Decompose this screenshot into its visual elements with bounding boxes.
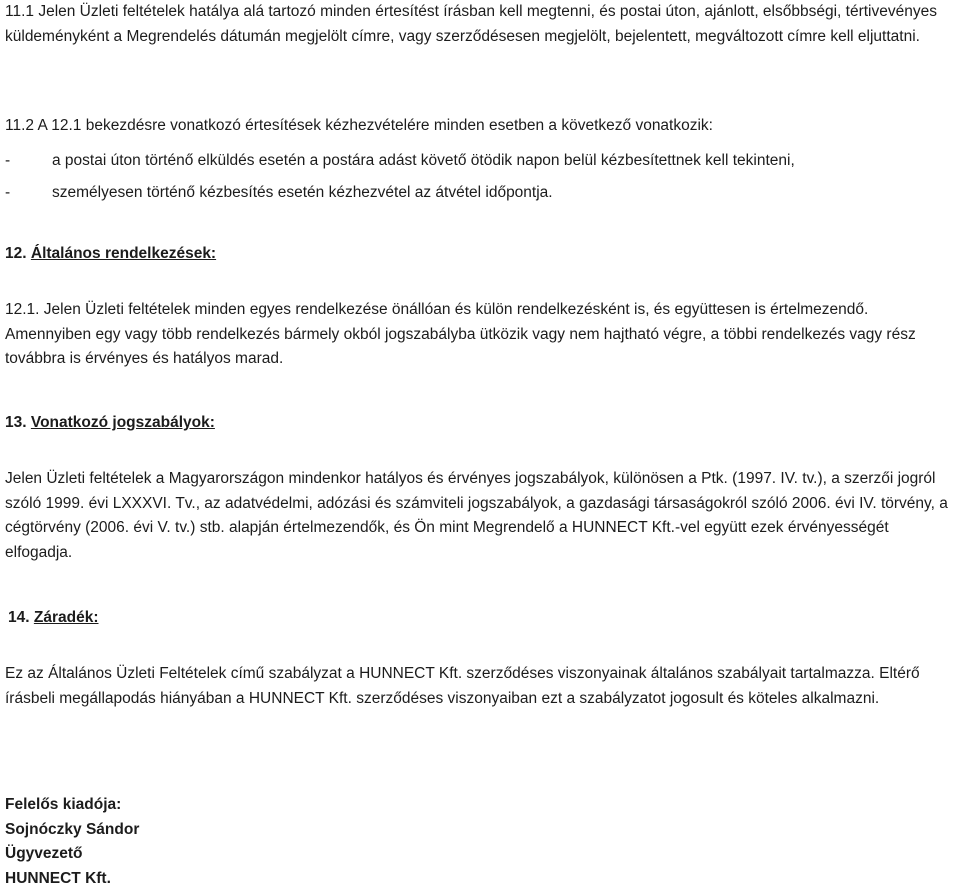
section-11-1 — [5, 0, 957, 49]
bullet-text: a postai úton történő elküldés esetén a postára adást követő ötödik napon belül kézbesítettnek kell tekinteni, — [52, 149, 795, 174]
bullet-text: személyesen történő kézbesítés esetén kézhezvétel az átvétel időpontja. — [52, 181, 553, 206]
publisher-name: Sojnóczky Sándor — [5, 818, 957, 843]
section-12-heading — [5, 242, 957, 267]
bullet-dash: - — [5, 181, 10, 206]
section-14-body — [5, 662, 957, 711]
signature-block — [5, 793, 957, 891]
section-11-2 — [5, 114, 957, 206]
section-title: Vonatkozó jogszabályok: — [31, 414, 215, 431]
paragraph-13: Jelen Üzleti feltételek a Magyarországon mindenkor hatályos és érvényes jogszabályok, különösen a Ptk. (1997. IV. tv.), a szerzői jogról szóló 1999. évi LXXXVI. Tv., az adatvédelmi, adózási és számviteli jogszabályok, a gazdasági társaságokról szóló 2006. évi IV. törvény, a cégtörvény (2006. évi V. tv.) stb. alapján értelmezendők, és Ön mint Megrendelő a HUNNECT Kft.-vel együtt ezek érvényességét elfogadja. — [5, 467, 957, 565]
paragraph-11-1: 11.1 Jelen Üzleti feltételek hatálya alá tartozó minden értesítést írásban kell megtenni, és postai úton, ajánlott, elsőbbségi, tértivevényes küldeményként a Megrendelés dátumán megjelölt címre, vagy szerződésesen megjelölt, bejelentett, megváltozott címre kell eljuttatni. — [5, 0, 957, 49]
section-title: Általános rendelkezések: — [31, 245, 216, 262]
publisher-label: Felelős kiadója: — [5, 793, 957, 818]
section-13-body — [5, 467, 957, 565]
section-number: 14. — [8, 609, 30, 626]
publisher-role: Ügyvezető — [5, 842, 957, 867]
section-14-heading — [8, 606, 960, 631]
section-13-heading — [5, 411, 957, 436]
section-number: 13. — [5, 414, 27, 431]
paragraph-12-1: 12.1. Jelen Üzleti feltételek minden egyes rendelkezése önállóan és külön rendelkezésként is, és együttesen is értelmezendő. Amennyiben egy vagy több rendelkezés bármely okból jogszabályba ütközik vagy nem hajtható végre, a többi rendelkezés vagy rész továbbra is érvényes és hatályos marad. — [5, 298, 957, 372]
paragraph-14: Ez az Általános Üzleti Feltételek című szabályzat a HUNNECT Kft. szerződéses viszonyainak általános szabályait tartalmazza. Eltérő írásbeli megállapodás hiányában a HUNNECT Kft. szerződéses viszonyaiban ezt a szabályzatot jogosult és köteles alkalmazni. — [5, 662, 957, 711]
paragraph-11-2-intro: 11.2 A 12.1 bekezdésre vonatkozó értesítések kézhezvételére minden esetben a következő vonatkozik: — [5, 114, 957, 139]
list-item — [5, 181, 957, 206]
bullet-dash: - — [5, 149, 10, 174]
section-12-body — [5, 298, 957, 372]
list-item — [5, 149, 957, 174]
publisher-company: HUNNECT Kft. — [5, 867, 957, 891]
section-number: 12. — [5, 245, 27, 262]
section-title: Záradék: — [34, 609, 99, 626]
